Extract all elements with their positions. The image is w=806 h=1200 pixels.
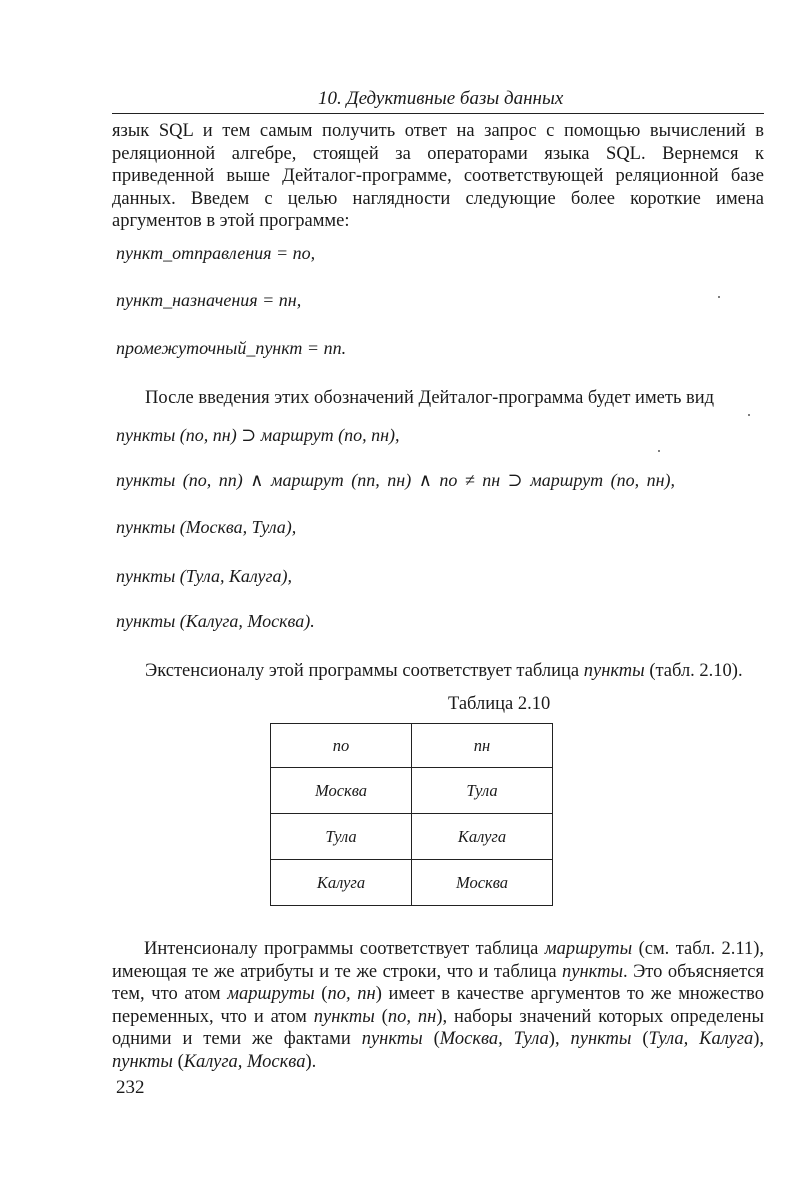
intro-text: После введения этих обозначений Дейталог-программа будет иметь вид — [145, 388, 715, 408]
table-cell: Калуга — [412, 814, 553, 860]
definition-intermediate: промежуточный_пункт = пп. — [116, 338, 347, 358]
table-cell: Тула — [412, 768, 553, 814]
definition-destination: пункт_назначения = пн, — [116, 290, 302, 310]
definition-departure: пункт_отправления = по, — [116, 243, 316, 263]
page-number: 232 — [116, 1077, 145, 1098]
table-row — [271, 768, 553, 814]
print-speck — [748, 414, 750, 416]
program-fact-2: пункты (Тула, Калуга), — [116, 566, 293, 586]
paragraph-1-line: аргументов в этой программе: — [112, 211, 350, 232]
table-row — [271, 860, 553, 906]
table-cell: Москва — [271, 768, 412, 814]
table-cell: Тула — [271, 814, 412, 860]
points-table — [270, 723, 553, 906]
paragraph-1-line: приведенной выше Дейталог-программе, соответствующей реляционной базе — [112, 166, 764, 187]
program-fact-1: пункты (Москва, Тула), — [116, 517, 297, 537]
header-rule — [112, 113, 764, 114]
program-rule-2: пункты (по, пп) ∧ маршрут (пп, пн) ∧ по ≠ пн ⊃ маршрут (по, пн), — [116, 470, 676, 490]
table-header-row — [271, 724, 553, 768]
table-header-cell: по — [271, 724, 412, 768]
table-caption: Таблица 2.10 — [448, 694, 551, 714]
print-speck — [658, 450, 660, 452]
paragraph-1-line: реляционной алгебре, стоящей за операторами языка SQL. Вернемся к — [112, 143, 764, 164]
table-cell: Москва — [412, 860, 553, 906]
program-rule-1: пункты (по, пн) ⊃ маршрут (по, пн), — [116, 425, 400, 445]
table-cell: Калуга — [271, 860, 412, 906]
extension-text: Экстенсионалу этой программы соответствует таблица пункты (табл. 2.10). — [145, 661, 743, 681]
paragraph-1-line: данных. Введем с целью наглядности следующие более короткие имена — [112, 188, 764, 209]
table-header-cell: пн — [412, 724, 553, 768]
paragraph-1-line: язык SQL и тем самым получить ответ на запрос с помощью вычислений в — [112, 121, 764, 141]
paragraph-1 — [112, 120, 764, 233]
running-header: 10. Дедуктивные базы данных — [318, 88, 564, 109]
print-speck — [718, 296, 720, 298]
paragraph-2: Интенсионалу программы соответствует таблица маршруты (см. табл. 2.11), имеющая те же атрибуты и те же строки, что и таблица пункты. Это объясняется тем, что атом маршруты (по, пн) имеет в качестве аргументов то же множество переменных, что и атом пункты (по, пн), наборы значений которых определены одними и теми же фактами пункты (Москва, Тула), пункты (Тула, Калуга), пункты (Калуга, Москва). — [112, 939, 765, 1072]
table-row — [271, 814, 553, 860]
program-fact-3: пункты (Калуга, Москва). — [116, 611, 315, 631]
